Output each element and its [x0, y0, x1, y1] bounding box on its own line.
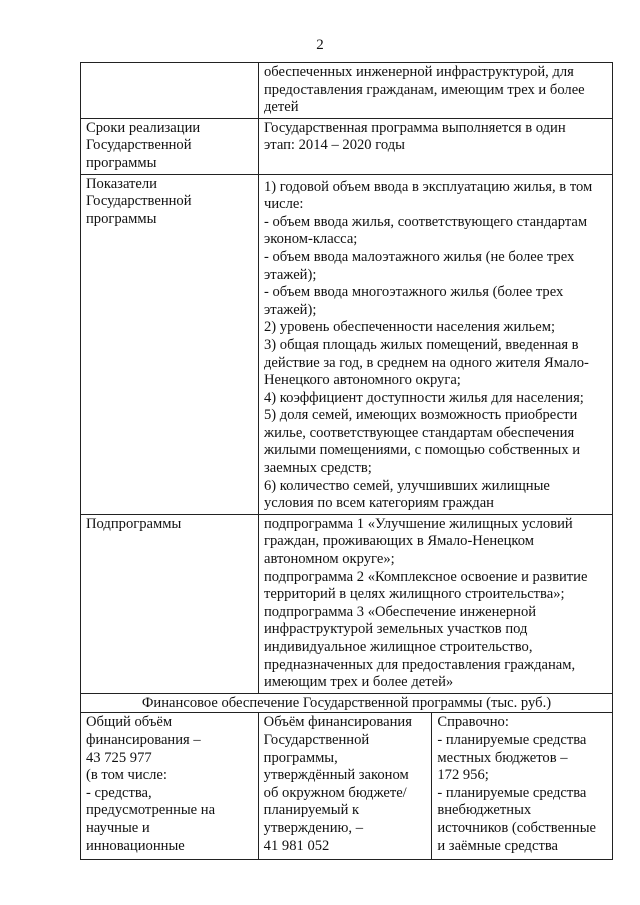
timeline-label-cell: Сроки реализации Государственной программы [81, 118, 259, 174]
indicators-text-cell: 1) годовой объем ввода в эксплуатацию жилья, в том числе: - объем ввода жилья, соответствующего стандартам эконом-класса; - объем ввода малоэтажного жилья (не более трех этажей); - объем ввода многоэтажного жилья (более трех этажей); 2) уровень обеспеченности населения жильем; 3) общая площадь жилых помещений, введенная в действие за год, в среднем на одного жителя Ямало- Ненецкого автономного округа; 4) коэффициент доступности жилья для населения; 5) доля семей, имеющих возможность приобрести жилье, соответствующее стандартам обеспечения жилыми помещениями, с помощью собственных и заемных средств; 6) количество семей, улучшивших жилищные условия по всем категориям граждан [259, 174, 613, 514]
financing-cell [81, 713, 613, 860]
subprograms-text-cell: подпрограмма 1 «Улучшение жилищных условий граждан, проживающих в Ямало-Ненецком автономном округе»; подпрограмма 2 «Комплексное освоение и развитие территорий в целях жилищного строительства»; подпрограмма 3 «Обеспечение инженерной инфраструктурой земельных участков под индивидуальное жилищное строительство, предназначенных для предоставления гражданам, имеющим трех и более детей» [259, 514, 613, 693]
table-row-timeline [81, 118, 613, 174]
financing-columns [81, 713, 612, 859]
financing-approved-column: Объём финансирования Государственной программы, утверждённый законом об окружном бюджете/ планируемый к утверждению, – 41 981 052 [259, 713, 433, 859]
continuation-label-cell [81, 63, 259, 119]
table-row-financing-header [81, 693, 613, 713]
program-passport-table [80, 62, 613, 860]
table-row-indicators [81, 174, 613, 514]
table-row-financing [81, 713, 613, 860]
financing-total-column: Общий объём финансирования – 43 725 977 (в том числе: - средства, предусмотренные на научные и инновационные [81, 713, 259, 859]
financing-header-cell: Финансовое обеспечение Государственной программы (тыс. руб.) [81, 693, 613, 713]
page-number: 2 [316, 37, 324, 53]
timeline-text-cell: Государственная программа выполняется в один этап: 2014 – 2020 годы [259, 118, 613, 174]
table-row-continuation [81, 63, 613, 119]
continuation-text-cell: обеспеченных инженерной инфраструктурой, для предоставления гражданам, имеющим трех и более детей [259, 63, 613, 119]
financing-reference-column: Справочно: - планируемые средства местных бюджетов – 172 956; - планируемые средства внебюджетных источников (собственные и заёмные средства [437, 714, 596, 854]
subprograms-label-cell: Подпрограммы [81, 514, 259, 693]
indicators-label-cell: Показатели Государственной программы [81, 174, 259, 514]
table-row-subprograms [81, 514, 613, 693]
